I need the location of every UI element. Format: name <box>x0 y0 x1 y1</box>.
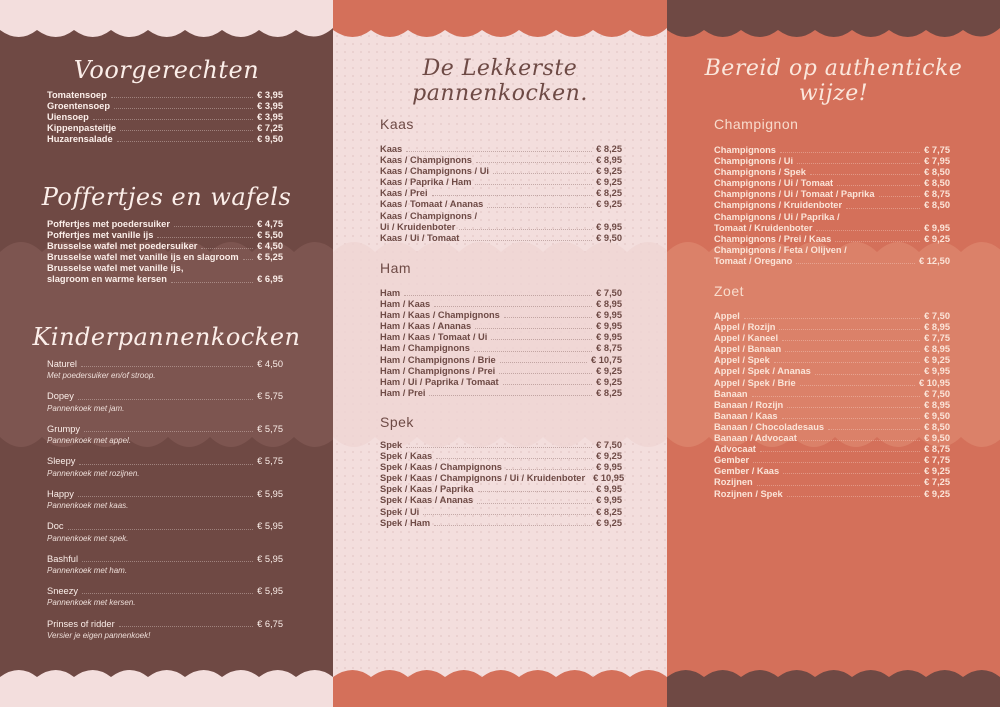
list-item: Banaan / Chocoladesaus € 8,50 <box>714 421 950 432</box>
list-item: Gember € 7,75 <box>714 455 950 466</box>
top-scallop-border <box>0 0 333 40</box>
list-item: Banaan € 7,50 <box>714 388 950 399</box>
list-item: Spek / Kaas € 9,25 <box>380 451 622 462</box>
list-item: Spek / Kaas / Ananas € 9,95 <box>380 495 622 506</box>
bottom-scallop-border <box>0 665 333 707</box>
list-item: Tomatensoep € 3,95 <box>47 90 283 100</box>
list-item: Bashful € 5,95 Pannenkoek met ham. <box>47 553 283 575</box>
list-item: Poffertjes met vanille ijs € 5,50 <box>47 230 283 241</box>
champignon-heading: Champignon <box>714 116 799 132</box>
list-item: Appel / Spek € 9,25 <box>714 355 950 366</box>
list-item: Appel / Spek / Brie € 10,95 <box>714 377 950 388</box>
list-item: Tomaat / Oregano € 12,50 <box>714 255 950 266</box>
top-scallop-border <box>333 0 667 40</box>
voorgerechten-list <box>47 90 283 145</box>
list-item: Champignons / Prei / Kaas € 9,25 <box>714 233 950 244</box>
list-item: Spek / Kaas / Champignons € 9,95 <box>380 462 622 473</box>
list-item: Kippenpasteitje € 7,25 <box>47 123 283 134</box>
left-panel <box>0 0 333 707</box>
list-item: Champignons / Feta / Olijven / <box>714 244 847 255</box>
list-item: Ham / Kaas / Champignons € 9,95 <box>380 310 622 321</box>
list-item: Champignons / Ui / Tomaat € 8,50 <box>714 178 950 189</box>
spek-list <box>380 440 625 529</box>
list-item: Kaas € 8,25 <box>380 144 622 154</box>
list-item: Appel / Banaan € 8,95 <box>714 344 950 355</box>
list-item: Spek / Ham € 9,25 <box>380 517 622 528</box>
list-item: Advocaat € 8,75 <box>714 444 950 455</box>
list-item: Banaan / Kaas € 9,50 <box>714 410 950 421</box>
list-item: Banaan / Rozijn € 8,95 <box>714 399 950 410</box>
kaas-heading: Kaas <box>380 116 414 132</box>
poffertjes-heading: Poffertjes en wafels <box>41 183 292 211</box>
ham-list <box>380 288 622 399</box>
poffertjes-list <box>47 219 283 286</box>
list-item: Kaas / Champignons / <box>380 210 478 221</box>
bottom-scallop-border <box>333 665 667 707</box>
list-item: Groentensoep € 3,95 <box>47 101 283 112</box>
list-item: Brusselse wafel met vanille ijs, <box>47 263 184 274</box>
list-item: Ui / Kruidenboter € 9,95 <box>380 221 622 232</box>
list-item: Grumpy € 5,75 Pannenkoek met appel. <box>47 423 283 446</box>
list-item: Sneezy € 5,95 Pannenkoek met kersen. <box>47 586 283 608</box>
list-item: Champignons / Kruidenboter € 8,50 <box>714 200 950 211</box>
list-item: Spek / Ui € 8,25 <box>380 506 622 517</box>
list-item: Rozijnen € 7,25 <box>714 477 950 488</box>
list-item: Kaas / Champignons € 8,95 <box>380 155 622 166</box>
list-item: Doc € 5,95 Pannenkoek met spek. <box>47 521 283 543</box>
zoet-heading: Zoet <box>714 283 745 299</box>
list-item: Spek / Kaas / Paprika € 9,95 <box>380 484 622 495</box>
top-scallop-border <box>667 0 1000 40</box>
list-item: Tomaat / Kruidenboter € 9,95 <box>714 222 950 233</box>
list-item: Ham / Kaas / Tomaat / Ui € 9,95 <box>380 332 622 343</box>
list-item: Uiensoep € 3,95 <box>47 112 283 123</box>
kinder-list <box>47 359 283 651</box>
list-item: Appel / Kaneel € 7,75 <box>714 333 950 344</box>
list-item: Ham / Prei € 8,25 <box>380 387 622 398</box>
list-item: Kaas / Prei € 8,25 <box>380 188 622 199</box>
list-item: Ham € 7,50 <box>380 288 622 298</box>
ham-heading: Ham <box>380 260 412 276</box>
list-item: Spek € 7,50 <box>380 440 622 450</box>
list-item: Kaas / Champignons / Ui € 9,25 <box>380 166 622 177</box>
list-item: slagroom en warme kersen € 6,95 <box>47 274 283 285</box>
list-item: Appel / Rozijn € 8,95 <box>714 322 950 333</box>
list-item: Poffertjes met poedersuiker € 4,75 <box>47 219 283 229</box>
list-item: Champignons / Ui € 7,95 <box>714 156 950 167</box>
list-item: Prinses of ridder € 6,75 Versier je eigen pannenkoek! <box>47 618 283 640</box>
spek-heading: Spek <box>380 414 414 430</box>
list-item: Spek / Kaas / Champignons / Ui / Kruidenboter € 10,95 <box>380 473 625 484</box>
voorgerechten-heading: Voorgerechten <box>73 56 260 84</box>
bottom-scallop-border <box>667 665 1000 707</box>
list-item: Appel / Spek / Ananas € 9,95 <box>714 366 950 377</box>
list-item: Rozijnen / Spek € 9,25 <box>714 488 950 499</box>
list-item: Ham / Kaas / Ananas € 9,95 <box>380 321 622 332</box>
list-item: Ham / Champignons € 8,75 <box>380 343 622 354</box>
list-item: Champignons / Spek € 8,50 <box>714 167 950 178</box>
list-item: Huzarensalade € 9,50 <box>47 134 283 145</box>
list-item: Naturel € 4,50 Met poedersuiker en/of stroop. <box>47 359 283 381</box>
right-panel <box>667 0 1000 707</box>
list-item: Kaas / Tomaat / Ananas € 9,25 <box>380 199 622 210</box>
middle-title: De Lekkerste pannenkocken. <box>412 56 588 106</box>
list-item: Happy € 5,95 Pannenkoek met kaas. <box>47 488 283 511</box>
list-item: Dopey € 5,75 Pannenkoek met jam. <box>47 391 283 413</box>
list-item: Banaan / Advocaat € 9,50 <box>714 433 950 444</box>
middle-panel <box>333 0 667 707</box>
list-item: Brusselse wafel met poedersuiker € 4,50 <box>47 241 283 252</box>
right-title: Bereid op authenticke wijze! <box>704 56 963 106</box>
zoet-list <box>714 311 950 500</box>
list-item: Champignons / Ui / Tomaat / Paprika € 8,75 <box>714 189 950 200</box>
list-item: Appel € 7,50 <box>714 311 950 321</box>
list-item: Kaas / Ui / Tomaat € 9,50 <box>380 232 622 243</box>
list-item: Kaas / Paprika / Ham € 9,25 <box>380 177 622 188</box>
list-item: Brusselse wafel met vanille ijs en slagroom € 5,25 <box>47 252 283 263</box>
list-item: Ham / Kaas € 8,95 <box>380 299 622 310</box>
list-item: Ham / Ui / Paprika / Tomaat € 9,25 <box>380 376 622 387</box>
list-item: Ham / Champignons / Brie € 10,75 <box>380 354 622 365</box>
list-item: Gember / Kaas € 9,25 <box>714 466 950 477</box>
kinder-heading: Kinderpannenkocken <box>32 323 301 351</box>
list-item: Champignons / Ui / Paprika / <box>714 211 840 222</box>
list-item: Sleepy € 5,75 Pannenkoek met rozijnen. <box>47 456 283 478</box>
champignon-list <box>714 145 950 267</box>
list-item: Champignons € 7,75 <box>714 145 950 155</box>
kaas-list <box>380 144 622 244</box>
list-item: Ham / Champignons / Prei € 9,25 <box>380 365 622 376</box>
